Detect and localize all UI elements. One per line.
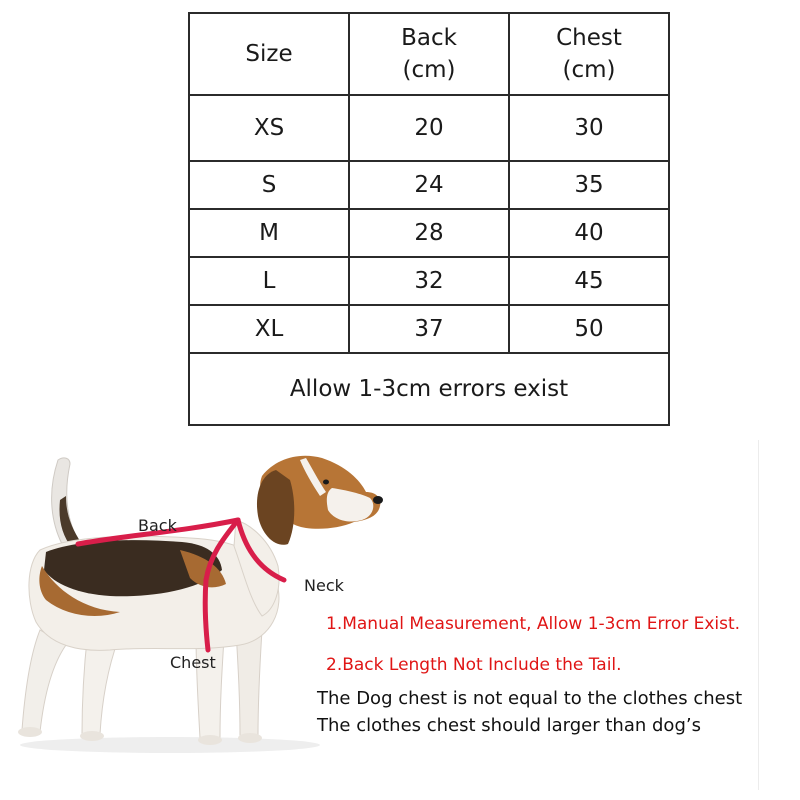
cell-size: XS: [189, 95, 349, 161]
table-header-row: [189, 13, 669, 95]
table-row: [189, 257, 669, 305]
chest-measure-label: Chest: [170, 653, 216, 672]
cell-chest: 50: [509, 305, 669, 353]
cell-size: S: [189, 161, 349, 209]
manual-measurement-note: 1.Manual Measurement, Allow 1-3cm Error Exist.: [326, 614, 741, 634]
header-chest-label: Chest: [556, 24, 622, 51]
table-footer-row: [189, 353, 669, 425]
chest-difference-note: The Dog chest is not equal to the clothes chest: [317, 688, 743, 709]
table-row: [189, 305, 669, 353]
cell-back: 37: [349, 305, 509, 353]
cell-chest: 45: [509, 257, 669, 305]
header-size: [189, 13, 349, 95]
neck-measure-label: Neck: [304, 576, 344, 595]
header-chest: [509, 13, 669, 95]
table-row: [189, 161, 669, 209]
tail-exclusion-note: 2.Back Length Not Include the Tail.: [326, 655, 622, 675]
header-back: [349, 13, 509, 95]
size-chart-table: [188, 12, 670, 426]
divider: [758, 440, 759, 790]
cell-size: L: [189, 257, 349, 305]
cell-size: XL: [189, 305, 349, 353]
header-back-label: Back: [401, 24, 457, 51]
table-row: [189, 95, 669, 161]
cell-back: 20: [349, 95, 509, 161]
header-back-unit: (cm): [402, 57, 456, 83]
cell-chest: 35: [509, 161, 669, 209]
cell-size: M: [189, 209, 349, 257]
cell-chest: 30: [509, 95, 669, 161]
cell-back: 32: [349, 257, 509, 305]
chest-larger-note: The clothes chest should larger than dog’s: [317, 715, 701, 736]
back-measure-label: Back: [138, 516, 177, 535]
cell-chest: 40: [509, 209, 669, 257]
error-tolerance-note: Allow 1-3cm errors exist: [189, 353, 669, 425]
table-row: [189, 209, 669, 257]
cell-back: 28: [349, 209, 509, 257]
cell-back: 24: [349, 161, 509, 209]
header-size-label: Size: [245, 40, 293, 67]
header-chest-unit: (cm): [562, 57, 616, 83]
